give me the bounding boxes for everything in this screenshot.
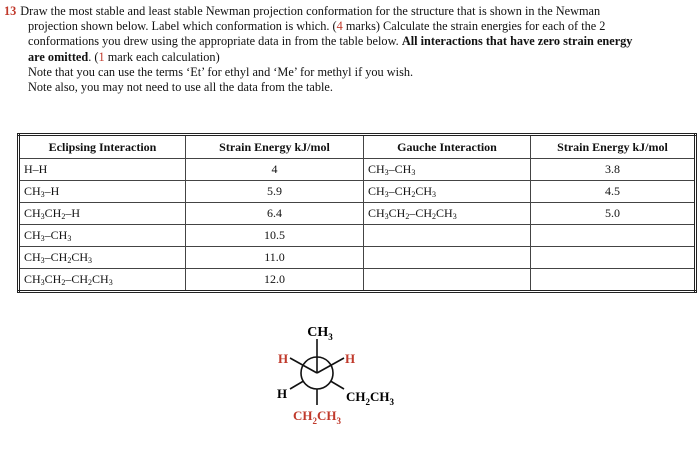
question-line-3 bbox=[4, 34, 698, 49]
back-bottom-text: $CH_2CH_3$ bbox=[293, 408, 341, 426]
table-row bbox=[19, 159, 696, 181]
eclipsing-value: 10.5 bbox=[186, 225, 364, 247]
gauche-value bbox=[531, 247, 696, 269]
note-1: Note that you can use the terms ‘Et’ for ethyl and ‘Me’ for methyl if you wish. bbox=[28, 64, 414, 79]
question-line-1 bbox=[4, 4, 698, 19]
eclipsing-label: $CH_3CH_2-H$ bbox=[19, 203, 186, 225]
front-top-text: $CH_3$ bbox=[307, 325, 333, 342]
back-bottom-label bbox=[293, 408, 342, 426]
eclipsing-value: 5.9 bbox=[186, 181, 364, 203]
question-line-2 bbox=[4, 19, 698, 34]
gauche-label: $CH_3-CH_2CH_3$ bbox=[364, 181, 531, 203]
gauche-value bbox=[531, 269, 696, 292]
eclipsing-label: $CH_3-H$ bbox=[19, 181, 186, 203]
gauche-label bbox=[364, 247, 531, 269]
gauche-value: 3.8 bbox=[531, 159, 696, 181]
front-bond-left bbox=[290, 358, 317, 373]
eclipsing-label: H–H bbox=[19, 159, 186, 181]
table-row bbox=[19, 247, 696, 269]
question-text bbox=[4, 4, 698, 95]
eclipsing-value: 12.0 bbox=[186, 269, 364, 292]
gauche-value bbox=[531, 225, 696, 247]
back-bond-left bbox=[290, 381, 304, 389]
gauche-value: 5.0 bbox=[531, 203, 696, 225]
question-line-3-bold: All interactions that have zero strain energy bbox=[401, 34, 633, 49]
table-row bbox=[19, 225, 696, 247]
question-number: 13 bbox=[4, 4, 17, 18]
table-row bbox=[19, 181, 696, 203]
eclipsing-value: 11.0 bbox=[186, 247, 364, 269]
back-right-text: $CH_2CH_3$ bbox=[346, 389, 394, 407]
gauche-label: $CH_3-CH_3$ bbox=[364, 159, 531, 181]
header-gauche: Gauche Interaction bbox=[364, 135, 531, 159]
question-line-4-punct: . ( bbox=[88, 49, 99, 64]
header-eclipsing: Eclipsing Interaction bbox=[19, 135, 186, 159]
question-line-4-tail: mark each calculation) bbox=[104, 49, 220, 64]
back-right-label bbox=[346, 389, 395, 407]
table-row bbox=[19, 203, 696, 225]
eclipsing-label: $CH_3CH_2-CH_2CH_3$ bbox=[19, 269, 186, 292]
note-2: Note also, you may not need to use all the data from the table. bbox=[28, 80, 333, 95]
question-line-2-tail: marks) Calculate the strain energies for each of the 2 bbox=[342, 19, 606, 34]
header-strain-2: Strain Energy kJ/mol bbox=[531, 135, 696, 159]
header-strain-1: Strain Energy kJ/mol bbox=[186, 135, 364, 159]
marks-count: 4 bbox=[336, 19, 343, 34]
table-body bbox=[19, 159, 696, 292]
front-bond-right bbox=[317, 358, 344, 373]
gauche-label bbox=[364, 225, 531, 247]
question-line-3-text: conformations you drew using the appropriate data in from the table below. bbox=[28, 34, 402, 49]
mark-each-count: 1 bbox=[98, 49, 105, 64]
newman-projection bbox=[250, 325, 410, 460]
gauche-value: 4.5 bbox=[531, 181, 696, 203]
eclipsing-label: $CH_3-CH_3$ bbox=[19, 225, 186, 247]
eclipsing-value: 6.4 bbox=[186, 203, 364, 225]
front-right-label: H bbox=[345, 351, 356, 366]
strain-energy-table bbox=[17, 133, 697, 293]
back-bond-right bbox=[331, 381, 345, 389]
question-line-1-text: Draw the most stable and least stable Newman projection conformation for the structure that is shown in the Newman bbox=[20, 4, 601, 18]
front-left-label: H bbox=[278, 351, 289, 366]
table-header-row bbox=[19, 135, 696, 159]
eclipsing-value: 4 bbox=[186, 159, 364, 181]
question-line-4-bold: are omitted bbox=[28, 49, 89, 64]
back-left-label: H bbox=[277, 386, 288, 401]
front-top-label bbox=[307, 325, 333, 342]
eclipsing-label: $CH_3-CH_2CH_3$ bbox=[19, 247, 186, 269]
question-line-2-text: projection shown below. Label which conformation is which. ( bbox=[28, 19, 337, 34]
question-line-4 bbox=[4, 50, 698, 65]
gauche-label bbox=[364, 269, 531, 292]
gauche-label: $CH_3CH_2-CH_2CH_3$ bbox=[364, 203, 531, 225]
table-row bbox=[19, 269, 696, 292]
